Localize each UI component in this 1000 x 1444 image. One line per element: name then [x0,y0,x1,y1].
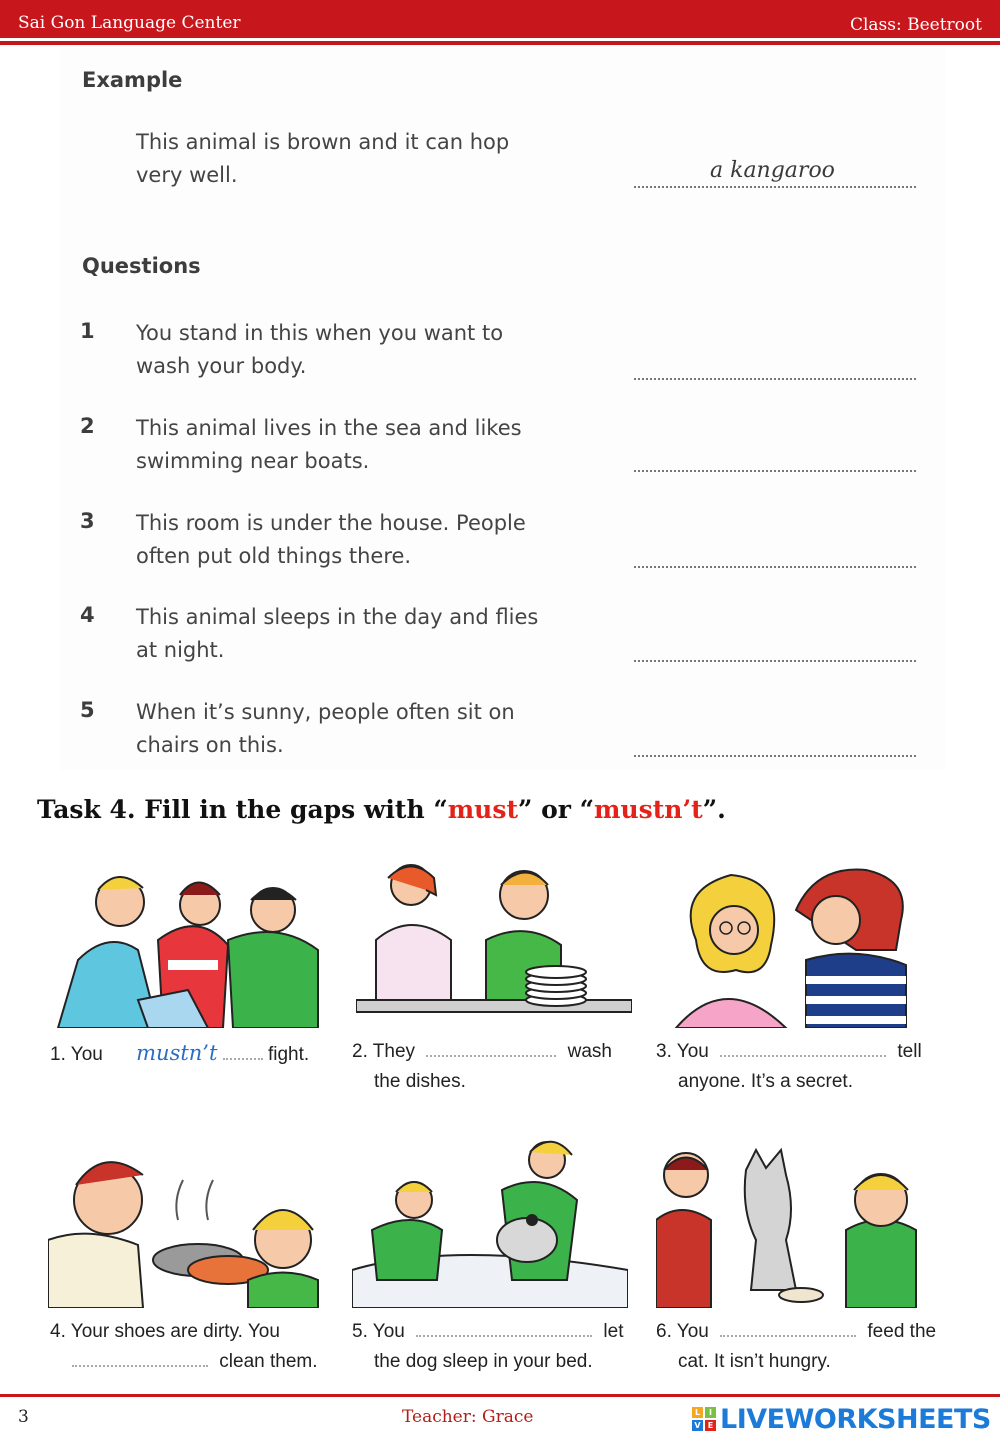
header-divider [0,41,1000,45]
question-text: This room is under the house. People often put old things there. [136,511,526,568]
must-word: must [447,795,518,824]
dog-bed-illustration [352,1130,628,1308]
questions-heading: Questions [82,254,201,278]
answer-3[interactable] [720,1043,886,1057]
mustnt-word: mustn’t [594,795,703,824]
cat-illustration [656,1130,932,1308]
picture-shoes [48,1130,324,1308]
question-number: 5 [80,698,95,722]
answer-field[interactable] [634,652,916,662]
caption-6-line2: cat. It isn’t hungry. [678,1351,831,1372]
caption-3: 3. You tell [656,1041,922,1062]
footer-divider [0,1394,1000,1397]
question-number: 2 [80,414,95,438]
caption-1: 1. You mustn’t fight. [50,1041,310,1065]
task-title: Task 4. Fill in the gaps with “must” or “mustn’t”. [37,795,726,824]
answer-field[interactable] [634,462,916,472]
caption-3-line2: anyone. It’s a secret. [678,1071,853,1092]
teacher-name: Teacher: Grace [402,1407,534,1427]
liveworksheets-logo [692,1402,991,1436]
shoes-illustration [48,1130,324,1308]
picture-dishes [356,850,632,1028]
answer-1[interactable]: mustn’t [136,1041,218,1065]
caption-2-line2: the dishes. [374,1071,466,1092]
caption-5-line2: the dog sleep in your bed. [374,1351,593,1372]
logo-mark-icon: L I V E [692,1407,716,1431]
question-number: 1 [80,319,95,343]
caption-4-line2: clean them. [72,1351,318,1373]
class-name: Class: Beetroot [849,15,982,35]
fighting-illustration [48,850,324,1028]
question-number: 4 [80,603,95,627]
page-number: 3 [18,1407,29,1427]
answer-5[interactable] [416,1323,592,1337]
dishes-illustration [356,850,632,1028]
question-text: This animal lives in the sea and likes swimming near boats. [136,416,522,473]
question-number: 3 [80,509,95,533]
picture-fighting [48,850,324,1028]
logo-wordmark: LIVEWORKSHEETS [720,1403,991,1435]
school-name: Sai Gon Language Center [18,13,241,33]
caption-5: 5. You let [352,1321,624,1342]
answer-2[interactable] [426,1043,556,1057]
page-header-bar [0,0,1000,38]
answer-4[interactable] [72,1353,208,1367]
example-heading: Example [82,68,183,92]
secret-illustration [656,850,932,1028]
caption-2: 2. They wash [352,1041,612,1062]
picture-dog-bed [352,1130,628,1308]
question-text: You stand in this when you want to wash your body. [136,321,504,378]
question-text: When it’s sunny, people often sit on chairs on this. [136,700,515,757]
caption-4: 4. Your shoes are dirty. You [50,1321,280,1342]
example-answer: a kangaroo [710,158,835,183]
caption-6: 6. You feed the [656,1321,937,1342]
answer-field[interactable] [634,747,916,757]
answer-field[interactable] [634,370,916,380]
answer-6[interactable] [720,1323,856,1337]
answer-field[interactable] [634,558,916,568]
question-text: This animal sleeps in the day and flies at night. [136,605,539,662]
picture-secret [656,850,932,1028]
example-text: This animal is brown and it can hop very well. [136,130,510,187]
picture-cat [656,1130,932,1308]
